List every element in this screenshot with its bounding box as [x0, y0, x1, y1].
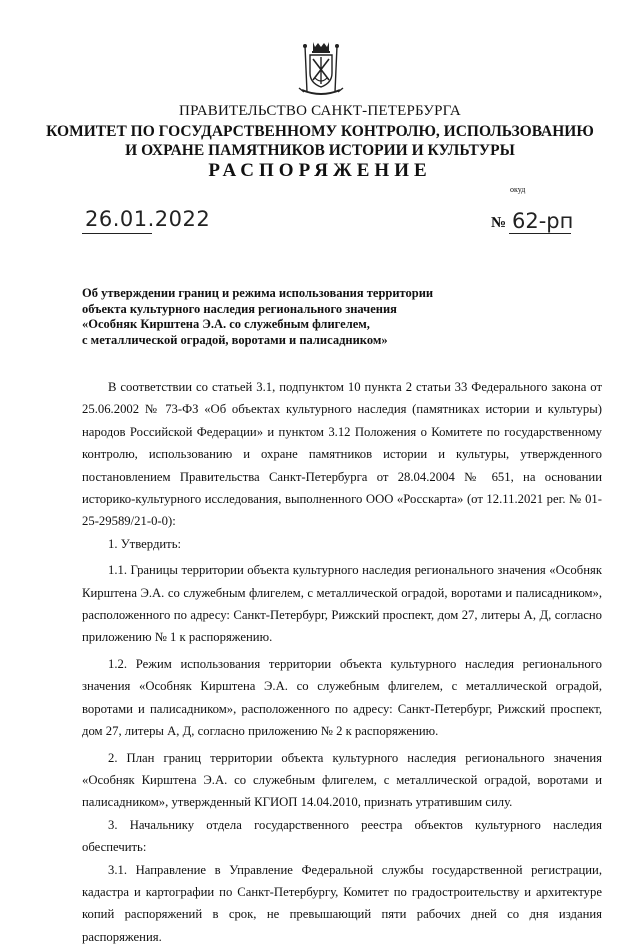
date-underline [82, 233, 152, 234]
clause-2: 2. План границ территории объекта культурного наследия регионального значения «Особняк Кирштена Э.А. со служебным флигелем, с металлической оградой, воротами и палисадником», утвержденный КГИОП 14.04.2010, признать утратившим силу. [82, 750, 602, 810]
subject-line: Об утверждении границ и режима использования территории [82, 286, 434, 300]
clause-1-2: 1.2. Режим использования территории объекта культурного наследия регионального значения «Особняк Кирштена Э.А. со служебным флигелем, с металлической оградой, воротами и палисадником», расположенного по адресу: Санкт-Петербург, Рижский проспект, дом 27, литеры А, Д, согласно приложению № 2 к распоряжению. [82, 656, 602, 739]
document-date: 26.01.2022 [85, 207, 211, 231]
subject-line: объекта культурного наследия регионального значения [82, 301, 397, 316]
document-subject [82, 286, 442, 348]
clause-3-1: 3.1. Направление в Управление Федеральной службы государственной регистрации, кадастра и картографии по Санкт-Петербургу, Комитет по градостроительству и архитектуре копий распоряжений в срок, не превышающий пяти рабочих дней со дня издания распоряжения. [82, 862, 602, 944]
okud-label: окуд [510, 185, 526, 194]
number-sign: № [491, 215, 507, 231]
document-body [82, 376, 602, 948]
clause-1: 1. Утвердить: [108, 536, 182, 551]
clause-3: 3. Начальнику отдела государственного реестра объектов культурного наследия обеспечить: [82, 817, 602, 855]
committee-title [0, 122, 640, 160]
committee-title-line: И ОХРАНЕ ПАМЯТНИКОВ ИСТОРИИ И КУЛЬТУРЫ [125, 142, 515, 159]
saint-petersburg-coat-of-arms-icon [296, 40, 346, 98]
clause-1-1: 1.1. Границы территории объекта культурного наследия регионального значения «Особняк Кирштена Э.А. со служебным флигелем, с металлической оградой, воротами и палисадником», расположенного по адресу: Санкт-Петербург, Рижский проспект, дом 27, литеры А, Д, согласно приложению № 1 к распоряжению. [82, 563, 602, 645]
committee-title-line: КОМИТЕТ ПО ГОСУДАРСТВЕННОМУ КОНТРОЛЮ, ИСПОЛЬЗОВАНИЮ [46, 123, 594, 140]
document-number: 62-рп [512, 209, 574, 233]
subject-line: с металлической оградой, воротами и палисадником» [82, 332, 388, 347]
document-type: РАСПОРЯЖЕНИЕ [208, 160, 432, 181]
government-title: ПРАВИТЕЛЬСТВО САНКТ-ПЕТЕРБУРГА [179, 103, 461, 119]
number-underline [509, 233, 571, 234]
preamble-paragraph: В соответствии со статьей 3.1, подпунктом 10 пункта 2 статьи 33 Федерального закона от 25.06.2002 № 73-ФЗ «Об объектах культурного наследия (памятниках истории и культуры) народов Российской Федерации» и пунктом 3.12 Положения о Комитете по государственному контролю, использованию и охране памятников истории и культуры, утвержденного постановлением Правительства Санкт-Петербурга от 28.04.2004 № 651, на основании историко-культурного исследования, выполненного ООО «Росскарта» (от 12.11.2021 рег. № 01-25-29589/21-0-0): [82, 380, 602, 529]
subject-line: «Особняк Кирштена Э.А. со служебным флигелем, [82, 317, 370, 331]
